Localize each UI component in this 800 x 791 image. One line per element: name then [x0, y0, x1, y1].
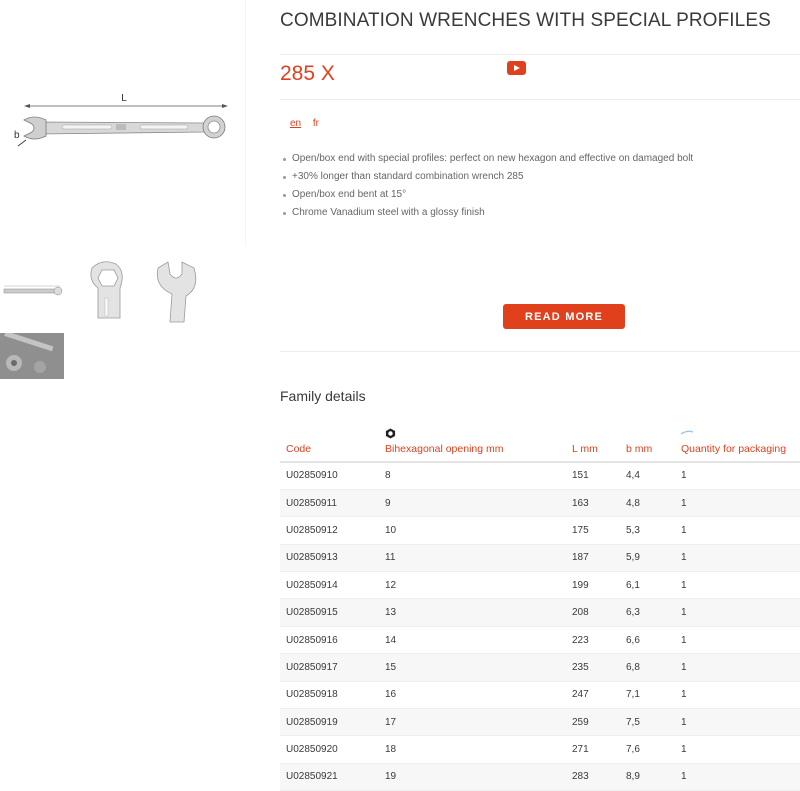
- cell-opening: 17: [379, 709, 566, 736]
- cell-opening: 9: [379, 489, 566, 516]
- table-row[interactable]: [280, 681, 800, 708]
- feature-item: Open/box end bent at 15°: [282, 188, 693, 206]
- table-row[interactable]: [280, 489, 800, 516]
- table-row[interactable]: [280, 763, 800, 790]
- ring-end-icon: [72, 256, 142, 326]
- cell-quantity: 1: [675, 572, 800, 599]
- dimension-l-label: L: [121, 93, 127, 104]
- page-title: COMBINATION WRENCHES WITH SPECIAL PROFILES: [280, 10, 771, 31]
- wrench-drawing: [0, 0, 246, 246]
- thumb-ring-end[interactable]: [72, 256, 142, 326]
- table-row[interactable]: [280, 709, 800, 736]
- cell-b: 6,6: [620, 626, 675, 653]
- table-body: [280, 462, 800, 791]
- dimension-b-label: b: [14, 130, 20, 141]
- cell-l: 271: [566, 736, 620, 763]
- cell-b: 7,6: [620, 736, 675, 763]
- cell-b: 5,9: [620, 544, 675, 571]
- cell-l: 151: [566, 462, 620, 489]
- cell-code: U02850918: [280, 681, 379, 708]
- cell-code: U02850916: [280, 626, 379, 653]
- cell-code: U02850920: [280, 736, 379, 763]
- main-product-image[interactable]: [0, 0, 246, 246]
- cell-code: U02850912: [280, 517, 379, 544]
- wrench-thumb-icon: [0, 256, 70, 326]
- column-header-l[interactable]: L mm: [566, 437, 620, 462]
- table-row[interactable]: [280, 654, 800, 681]
- family-details-title: Family details: [280, 388, 366, 404]
- table-row[interactable]: [280, 572, 800, 599]
- cell-opening: 14: [379, 626, 566, 653]
- cell-b: 7,5: [620, 709, 675, 736]
- youtube-icon[interactable]: [507, 61, 526, 75]
- thumb-open-end[interactable]: [142, 256, 212, 326]
- cell-quantity: 1: [675, 681, 800, 708]
- read-more-button[interactable]: READ MORE: [503, 304, 625, 329]
- column-header-quantity[interactable]: Quantity for packaging: [675, 437, 800, 462]
- cell-opening: 18: [379, 736, 566, 763]
- cell-quantity: 1: [675, 736, 800, 763]
- cell-l: 235: [566, 654, 620, 681]
- cell-quantity: 1: [675, 544, 800, 571]
- cell-quantity: 1: [675, 763, 800, 790]
- cell-opening: 13: [379, 599, 566, 626]
- feature-list: [282, 152, 693, 224]
- cell-l: 175: [566, 517, 620, 544]
- usage-photo-icon: [0, 333, 64, 379]
- cell-b: 8,9: [620, 763, 675, 790]
- feature-item: Chrome Vanadium steel with a glossy finish: [282, 206, 693, 224]
- cell-b: 6,1: [620, 572, 675, 599]
- language-switcher: [290, 118, 328, 129]
- cell-quantity: 1: [675, 654, 800, 681]
- cell-opening: 15: [379, 654, 566, 681]
- cell-opening: 16: [379, 681, 566, 708]
- cell-l: 247: [566, 681, 620, 708]
- column-header-code[interactable]: Code: [280, 437, 379, 462]
- cell-code: U02850914: [280, 572, 379, 599]
- column-header-b[interactable]: b mm: [620, 437, 675, 462]
- cell-l: 163: [566, 489, 620, 516]
- cell-opening: 11: [379, 544, 566, 571]
- cell-b: 4,8: [620, 489, 675, 516]
- product-reference: 285 X: [280, 62, 335, 85]
- divider: [280, 54, 800, 55]
- open-end-icon: [142, 256, 212, 326]
- cell-quantity: 1: [675, 599, 800, 626]
- thumb-usage-photo[interactable]: [0, 333, 64, 379]
- feature-item: +30% longer than standard combination wrench 285: [282, 170, 693, 188]
- cell-code: U02850915: [280, 599, 379, 626]
- cell-l: 259: [566, 709, 620, 736]
- cell-b: 7,1: [620, 681, 675, 708]
- cell-opening: 8: [379, 462, 566, 489]
- cell-code: U02850917: [280, 654, 379, 681]
- cell-code: U02850921: [280, 763, 379, 790]
- cell-b: 5,3: [620, 517, 675, 544]
- cell-l: 199: [566, 572, 620, 599]
- cell-quantity: 1: [675, 489, 800, 516]
- table-header-row: [280, 437, 800, 462]
- thumb-wrench-drawing[interactable]: [0, 256, 70, 326]
- cell-quantity: 1: [675, 709, 800, 736]
- cell-quantity: 1: [675, 462, 800, 489]
- cell-b: 4,4: [620, 462, 675, 489]
- table-row[interactable]: [280, 517, 800, 544]
- cell-l: 187: [566, 544, 620, 571]
- cell-quantity: 1: [675, 626, 800, 653]
- cell-code: U02850911: [280, 489, 379, 516]
- cell-code: U02850919: [280, 709, 379, 736]
- cell-opening: 19: [379, 763, 566, 790]
- cell-l: 208: [566, 599, 620, 626]
- packaging-icon: [680, 430, 694, 436]
- cell-opening: 10: [379, 517, 566, 544]
- feature-item: Open/box end with special profiles: perfect on new hexagon and effective on damaged bolt: [282, 152, 693, 170]
- divider: [280, 99, 800, 100]
- family-details-table: [280, 437, 800, 791]
- table-row[interactable]: [280, 544, 800, 571]
- cell-code: U02850910: [280, 462, 379, 489]
- column-header-opening[interactable]: Bihexagonal opening mm: [379, 437, 566, 462]
- table-row[interactable]: [280, 736, 800, 763]
- cell-l: 223: [566, 626, 620, 653]
- table-row[interactable]: [280, 599, 800, 626]
- lang-en[interactable]: en: [290, 118, 302, 129]
- cell-code: U02850913: [280, 544, 379, 571]
- cell-l: 283: [566, 763, 620, 790]
- cell-b: 6,8: [620, 654, 675, 681]
- table-row[interactable]: [280, 626, 800, 653]
- table-row[interactable]: [280, 462, 800, 489]
- cell-opening: 12: [379, 572, 566, 599]
- divider: [280, 351, 800, 352]
- lang-fr[interactable]: fr: [312, 118, 320, 129]
- cell-quantity: 1: [675, 517, 800, 544]
- cell-b: 6,3: [620, 599, 675, 626]
